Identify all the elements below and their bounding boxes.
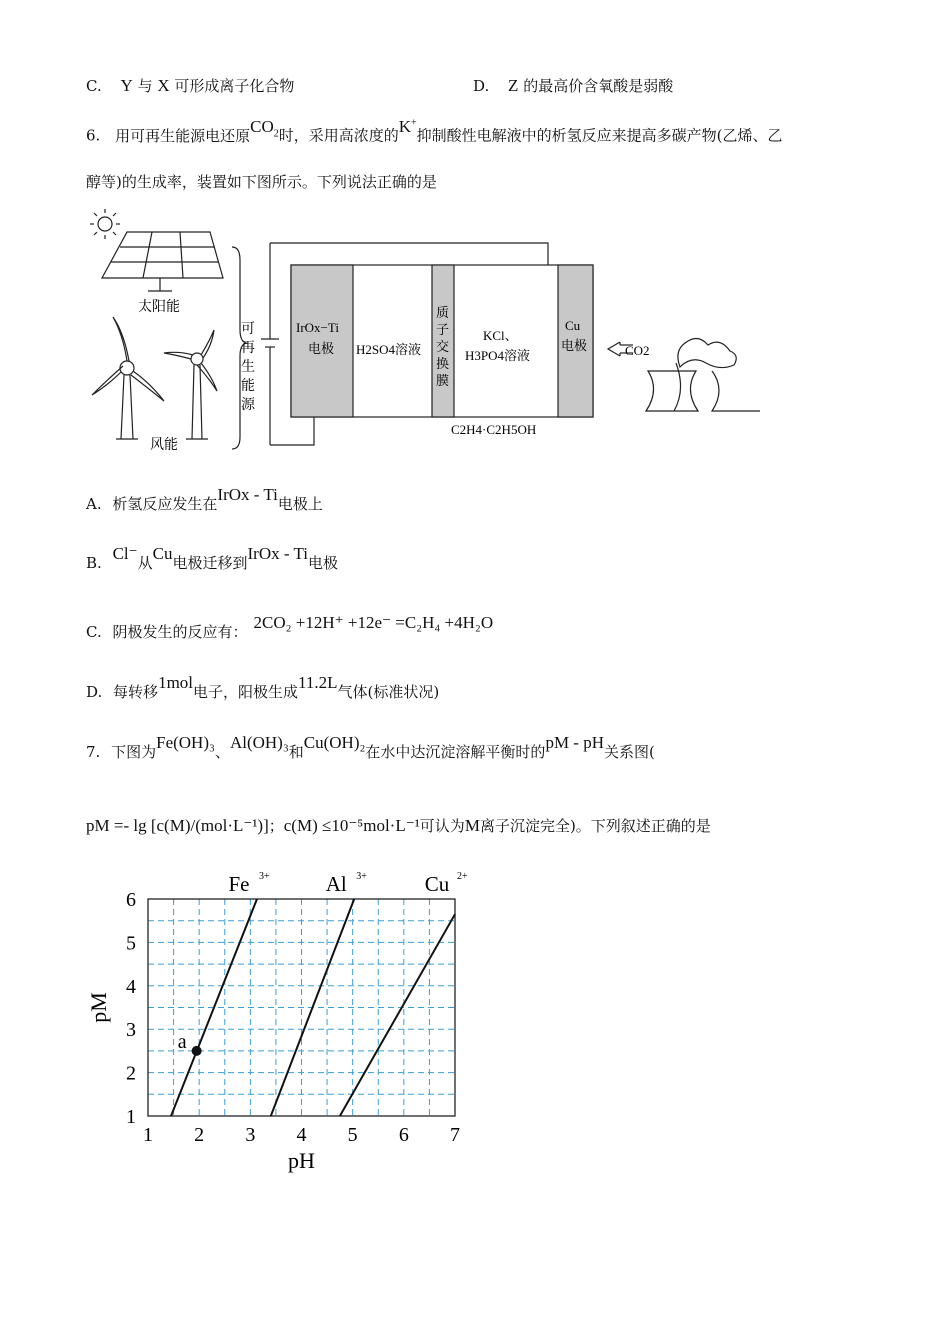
membrane-label: 质子交换膜	[436, 305, 450, 388]
x-tick-label: 6	[398, 1124, 409, 1146]
q6-option-d-mol: 1mol	[158, 673, 194, 692]
q6-stem-line1	[86, 116, 783, 153]
series-label-sup-cu: 2+	[457, 871, 468, 882]
q6-stem-part2: 时，采用高浓度的	[278, 126, 399, 145]
x-tick-label: 5	[347, 1124, 358, 1146]
q6-option-b	[86, 544, 338, 573]
q7-number: 7.	[86, 743, 101, 761]
q5-option-d-z: Z	[508, 76, 519, 95]
q6-option-d-text1: 每转移	[113, 683, 159, 701]
x-tick-label: 4	[296, 1124, 307, 1146]
q5-option-c	[86, 76, 294, 96]
cu-label-2: 电极	[561, 338, 588, 353]
electrolysis-diagram	[80, 205, 760, 455]
y-axis-label: pM	[86, 992, 111, 1023]
q6-option-c	[86, 613, 494, 642]
series-label-al: Al	[325, 872, 347, 896]
q7-stem-part3: 关系图(	[604, 743, 655, 761]
q6-option-d-text3: 气体(标准状况)	[337, 683, 440, 701]
q6-option-b-formula: IrOx - Ti	[247, 544, 308, 563]
co2-label: CO2	[625, 343, 650, 358]
q7-cu: Cu(OH)₂	[303, 733, 366, 752]
q7-def-sep: ；	[268, 817, 284, 835]
q6-option-a-formula: IrOx - Ti	[217, 485, 278, 504]
x-tick-label: 2	[194, 1124, 205, 1146]
q7-stem-line1	[86, 733, 655, 762]
q6-option-b-cu: Cu	[152, 544, 173, 563]
q5-option-c-rest: 可形成离子化合物	[174, 77, 295, 95]
series-label-sup-fe: 3+	[258, 871, 270, 882]
q7-cond-formula: c(M) ≤10⁻⁵mol·L⁻¹	[283, 816, 420, 835]
q6-option-b-text1: 从	[137, 554, 153, 572]
series-label-fe: Fe	[228, 872, 250, 896]
q6-stem-line2: 醇等)的生成率，装置如下图所示。下列说法正确的是	[86, 173, 437, 191]
q7-def-text2: 离子沉淀完全)。下列叙述正确的是	[479, 817, 711, 835]
sun-icon	[90, 209, 120, 239]
renewable-label: 可再生能源	[241, 322, 255, 413]
series-label-sup-al: 3+	[356, 871, 367, 882]
q6-co2: $CO_2$	[250, 116, 279, 140]
wind-turbine-icon	[92, 317, 217, 439]
q5-option-c-and: 与	[137, 77, 153, 95]
solar-label: 太阳能	[138, 300, 180, 315]
q7-fe: Fe(OH)₃	[156, 733, 215, 752]
wind-label: 风能	[150, 438, 178, 453]
q6-option-b-text2: 电极迁移到	[172, 554, 248, 572]
cu-label-1: Cu	[565, 318, 581, 333]
q6-option-c-equation: 2CO₂ +12H⁺ +12e⁻ =C₂H₄ +4H₂O	[253, 613, 494, 632]
q6-option-c-label: C.	[86, 623, 102, 641]
q6-option-a-label: A.	[86, 495, 102, 513]
y-tick-label: 6	[126, 889, 136, 911]
q6-option-d	[86, 673, 440, 702]
series-label-cu: Cu	[424, 872, 450, 896]
q6-option-b-ion: Cl⁻	[112, 544, 138, 563]
q7-pm-ph: pM - pH	[545, 733, 604, 752]
point-a-label: a	[177, 1030, 187, 1053]
q5-option-d-label: D.	[473, 77, 490, 95]
series-line-cu	[340, 914, 455, 1116]
q7-def-text: 可认为	[419, 817, 465, 835]
q6-option-b-text3: 电极	[307, 554, 338, 572]
y-tick-label: 1	[126, 1106, 136, 1128]
q7-stem-part1: 下图为	[111, 743, 157, 761]
q6-option-d-text2: 电子，阳极生成	[193, 683, 299, 701]
kcl-label: KCl、	[483, 328, 518, 343]
anode-label-1: IrOx−Ti	[296, 320, 339, 335]
q7-and: 和	[288, 743, 304, 761]
x-tick-label: 3	[245, 1124, 256, 1146]
y-tick-label: 3	[126, 1019, 136, 1042]
q6-option-a-text1: 析氢反应发生在	[112, 495, 218, 513]
h3po4-label: H3PO4溶液	[465, 348, 531, 363]
q7-stem-part2: 在水中达沉淀溶解平衡时的	[365, 743, 546, 761]
q5-option-d	[473, 76, 673, 96]
q5-option-c-label: C.	[86, 77, 102, 95]
q7-def-formula: pM =- lg [c(M)/(mol·L⁻¹)]	[86, 816, 269, 835]
q7-sep1: 、	[214, 743, 230, 761]
q6-option-d-vol: 11.2L	[298, 673, 338, 692]
x-tick-label: 7	[450, 1124, 460, 1146]
q5-option-c-y: Y	[120, 76, 133, 95]
q7-def-m: M	[464, 816, 480, 835]
q7-stem-line2	[86, 816, 711, 836]
q5-option-d-rest: 的最高价含氧酸是弱酸	[523, 77, 674, 95]
q7-al: Al(OH)₃	[229, 733, 289, 752]
q6-option-b-label: B.	[86, 554, 102, 572]
point-a-marker	[192, 1046, 202, 1056]
pm-ph-chart	[80, 862, 520, 1182]
solar-panel-icon	[102, 232, 223, 291]
q5-option-c-x: X	[157, 76, 170, 95]
x-axis-label: pH	[288, 1148, 315, 1173]
factory-chimney-icon	[646, 338, 760, 411]
y-tick-label: 4	[126, 975, 136, 998]
q6-stem-part1: 用可再生能源电还原	[115, 126, 251, 145]
y-tick-label: 5	[126, 932, 136, 955]
q6-k-ion: K+	[398, 116, 417, 136]
product-label: C2H4·C2H5OH	[451, 422, 537, 437]
y-tick-label: 2	[126, 1062, 136, 1085]
h2so4-label: H2SO4溶液	[356, 342, 422, 357]
q6-option-d-label: D.	[86, 683, 103, 701]
q6-stem-part3: 抑制酸性电解液中的析氢反应来提高多碳产物(乙烯、乙	[416, 126, 783, 145]
x-tick-label: 1	[143, 1124, 153, 1146]
q6-number: 6.	[86, 126, 101, 145]
q6-option-c-text: 阴极发生的反应有：	[112, 623, 248, 641]
q6-option-a	[86, 485, 323, 514]
q6-option-a-text2: 电极上	[277, 495, 323, 513]
anode-label-2: 电极	[308, 341, 335, 356]
